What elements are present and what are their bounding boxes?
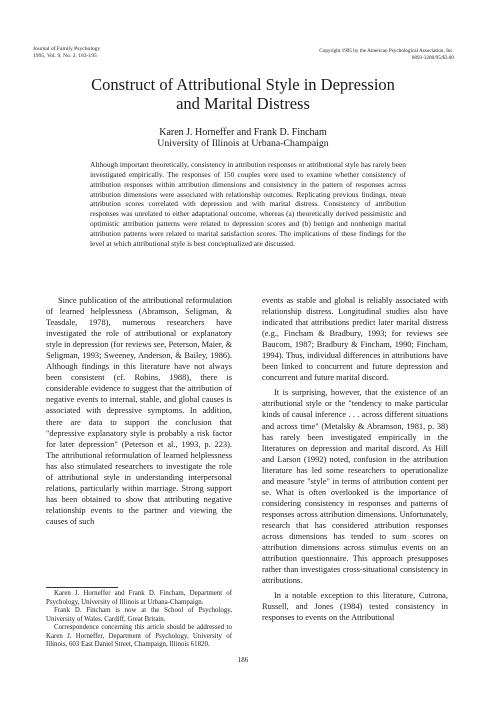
author-names: Karen J. Horneffer and Frank D. Fincham: [159, 127, 327, 138]
author-footnotes: [46, 590, 232, 650]
title-line-2: and Marital Distress: [176, 94, 310, 113]
title-line-1: Construct of Attributional Style in Depression: [91, 75, 395, 94]
current-address-note: Frank D. Fincham is now at the School of Psychology, University of Wales, Cardiff, Great Britain.: [46, 607, 232, 623]
correspondence-note: Correspondence concerning this article should be addressed to Karen J. Horneffer, Department of Psychology, University of Illinois, 603 East Daniel Street, Champaign, Illinois 61820.: [46, 624, 232, 648]
body-column-right: [262, 295, 448, 623]
body-column-left: [46, 295, 232, 527]
author-affiliation: University of Illinois at Urbana-Champaign: [157, 138, 329, 149]
copyright-notice: Copyright 1995 by the American Psychological Association, Inc.: [319, 48, 454, 54]
page-number: 186: [237, 656, 249, 664]
journal-citation: [33, 46, 100, 60]
body-paragraph: In a notable exception to this literature, Cutrona, Russell, and Jones (1984) tested consistency in responses to events on the Attributional: [262, 591, 448, 623]
issn-code: 0893-3200/95/$3.00: [411, 55, 454, 61]
abstract-text: Although important theoretically, consistency in attribution responses or attributional style has rarely been investigated empirically. The responses of 150 couples were used to examine whether consistency of attribution responses within attribution dimensions and consistency in the pattern of responses across attribution dimensions were associated with relationship outcomes. Replicating previous findings, mean attribution scores correlated with depression and with marital distress. Consistency of attribution responses was unrelated to either adaptational outcome, whereas (a) theoretically derived pessimistic and optimistic attribution patterns were related to depression scores and (b) benign and nonbenign marital attribution patterns were related to marital satisfaction scores. The implications of these findings for the level at which attributional style is best conceptualized are discussed.: [90, 160, 406, 248]
journal-issue: 1995, Vol. 9, No. 2, 183-195: [33, 53, 97, 59]
copyright-block: [286, 48, 454, 62]
footnote-divider: [46, 587, 118, 588]
journal-name: Journal of Family Psychology: [33, 46, 101, 52]
author-note: Karen J. Horneffer and Frank D. Fincham, Department of Psychology, University of Illinois at Urbana-Champaign.: [46, 590, 232, 606]
body-paragraph: It is surprising, however, that the existence of an attributional style or the "tendency to make particular kinds of causal inference . . . across different situations and across time" (Metalsky & Abramson, 1981, p. 38) has rarely been investigated empirically in the literatures on depression and marital discord. As Hill and Larson (1992) noted, confusion in the attribution literature has led some researchers to operationalize and measure "style" in terms of attribution content per se. What is often overlooked is the importance of considering consistency in responses and patterns of responses across attribution dimensions. Unfortunately, research that has considered attribution responses across dimensions has tended to sum scores on attribution dimensions across stimulus events on an attribution questionnaire. This approach presupposes rather than investigates cross-situational consistency in attributions.: [262, 388, 448, 586]
body-paragraph: Since publication of the attributional reformulation of learned helplessness (Abramson, Seligman, & Teasdale, 1978), numerous researchers have investigated the role of attributional or explanatory style in depression (for reviews see, Peterson, Maier, & Seligman, 1993; Sweeney, Anderson, & Bailey, 1986). Although findings in this literature have not always been consistent (cf. Robins, 1988), there is considerable evidence to suggest that the attribution of negative events to internal, stable, and global causes is associated with depressive symptoms. In addition, there are data to support the conclusion that "depressive explanatory style is probably a risk factor for later depression" (Peterson et al., 1993, p. 223). The attributional reformulation of learned helplessness has also stimulated researchers to investigate the role of attributional style in understanding interpersonal relations, particularly within marriage. Strong support has been obtained to show that attributing negative relationship events to the partner and viewing the causes of such: [46, 296, 232, 526]
article-title: [40, 75, 446, 113]
body-paragraph: events as stable and global is reliably associated with relationship distress. Longitudinal studies also have indicated that attributions predict later marital distress (e.g., Fincham & Bradbury, 1993; for reviews see Baucom, 1987; Bradbury & Fincham, 1990; Fincham, 1994). Thus, individual differences in attributions have been linked to concurrent and future depression and concurrent and future marital discord.: [262, 296, 448, 383]
